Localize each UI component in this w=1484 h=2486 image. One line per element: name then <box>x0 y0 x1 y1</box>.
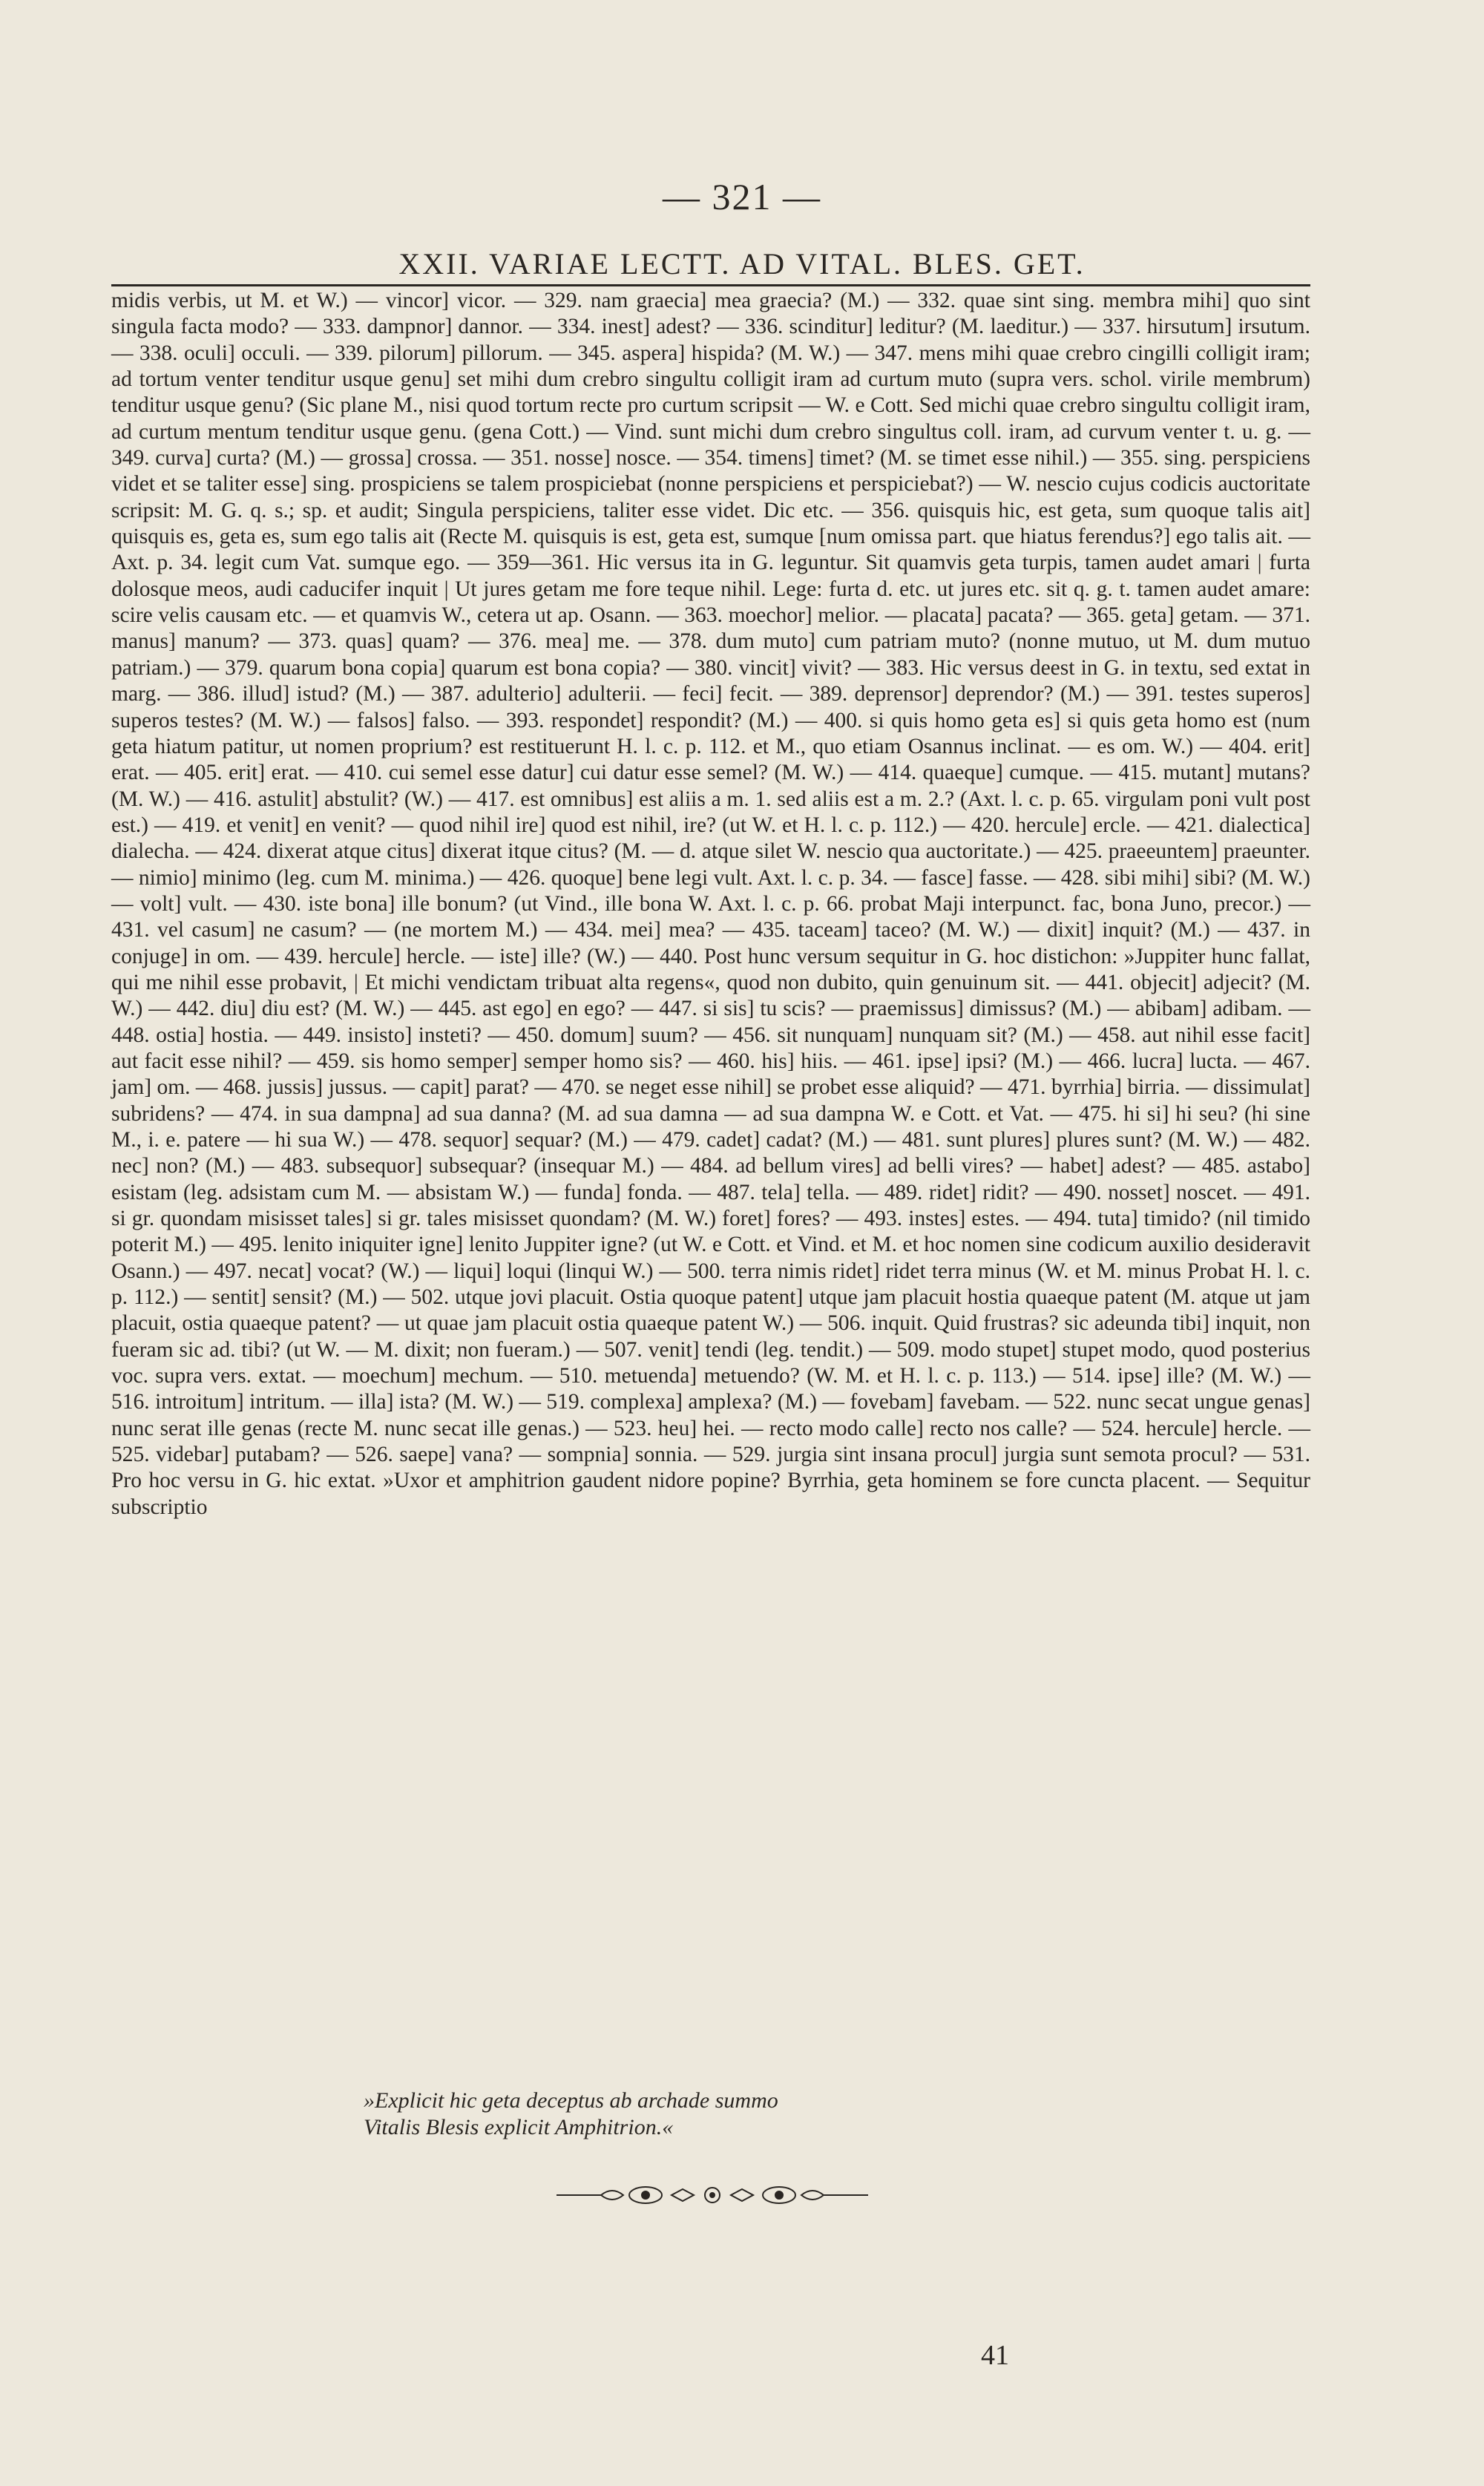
ornament-divider <box>549 2180 876 2210</box>
subscription-line: »Explicit hic geta deceptus ab archade summo <box>364 2088 778 2113</box>
signature-mark: 41 <box>981 2340 1009 2371</box>
subscription-line: Vitalis Blesis explicit Amphitrion.« <box>364 2115 674 2139</box>
apparatus-paragraph: midis verbis, ut M. et W.) — vincor] vicor. — 329. nam graecia] mea graecia? (M.) — 332. quae sint sing. membra mihi] quo sint singula facta modo? — 333. dampnor] dannor. — 334. inest] adest? — 336. scinditur] leditur? (M. laeditur.) — 337. hirsutum] irsutum. — 338. oculi] occuli. — 339. pilorum] pillorum. — 345. aspera] hispida? (M. W.) — 347. mens mihi quae crebro cingilli colligit iram; ad tortum venter tenditur usque genu] set mihi dum crebro singultu colligit iram ad curtum muto (supra vers. schol. virile membrum) tenditur usque genu? (Sic plane M., nisi quod tortum recte pro curtum scripsit — W. e Cott. Sed michi quae crebro singultu colligit iram, ad curtum mentum tenditur usque genu. (gena Cott.) — Vind. sunt michi dum crebro singultus coll. iram, ad curvum venter t. u. g. — 349. curva] curta? (M.) — grossa] crossa. — 351. nosse] nosce. — 354. timens] timet? (M. se timet esse nihil.) — 355. sing. perspiciens videt et se taliter esse] sing. prospiciens se talem prospiciebat (nonne perspiciens et perspiciebat?) — W. nescio cujus codicis auctoritate scripsit: M. G. q. s.; sp. et audit; Singula perspiciens, taliter esse videt. Dic etc. — 356. quisquis hic, est geta, sum quoque talis ait] quisquis es, geta es, sum ego talis ait (Recte M. quisquis is est, geta est, sumque [num omissa part. que hiatus ferendus?] ego talis ait. — Axt. p. 34. legit cum Vat. sumque ego. — 359—361. Hic versus ita in G. leguntur. Sit quamvis geta turpis, tamen audet amari | furta dolosque meos, audi caducifer inquit | Ut jures getam me fore teque nihil. Lege: furta d. etc. ut jures etc. sit q. g. t. tamen audet amare: scire velis causam etc. — et quamvis W., cetera ut ap. Osann. — 363. moechor] melior. — placata] pacata? — 365. geta] getam. — 371. manus] manum? — 373. quas] quam? — 376. mea] me. — 378. dum muto] cum patriam muto? (nonne mutuo, ut M. dum mutuo patriam.) — 379. quarum bona copia] quarum est bona copia? — 380. vincit] vivit? — 383. Hic versus deest in G. in textu, sed extat in marg. — 386. illud] istud? (M.) — 387. adulterio] adulterii. — feci] fecit. — 389. deprensor] deprendor? (M.) — 391. testes superos] superos testes? (M. W.) — falsos] falso. — 393. respondet] respondit? (M.) — 400. si quis homo geta es] si quis geta homo est (num geta hiatum patitur, ut nomen proprium? est restituerunt H. l. c. p. 112. et M., quo etiam Osannus inclinat. — es om. W.) — 404. erit] erat. — 405. erit] erat. — 410. cui semel esse datur] cui datur esse semel? (M. W.) — 414. quaeque] cumque. — 415. mutant] mutans? (M. W.) — 416. astulit] abstulit? (W.) — 417. est omnibus] est aliis a m. 1. sed aliis est a m. 2.? (Axt. l. c. p. 65. virgulam poni vult post est.) — 419. et venit] en venit? — quod nihil ire] quod est nihil, ire? (ut W. et H. l. c. p. 112.) — 420. hercule] ercle. — 421. dialectica] dialecha. — 424. dixerat atque citus] dixerat itque citus? (M. — d. atque silet W. nescio qua auctoritate.) — 425. praeeuntem] praeunter. — nimio] minimo (leg. cum M. minima.) — 426. quoque] bene legi vult. Axt. l. c. p. 34. — fasce] fasse. — 428. sibi mihi] sibi? (M. W.) — volt] vult. — 430. iste bona] ille bonum? (ut Vind., ille bona W. Axt. l. c. p. 66. probat Maji interpunct. fac, bona Juno, precor.) — 431. vel casum] ne casum? — (ne mortem M.) — 434. mei] mea? — 435. taceam] taceo? (M. W.) — dixit] inquit? (M.) — 437. in conjuge] in om. — 439. hercule] hercle. — iste] ille? (W.) — 440. Post hunc versum sequitur in G. hoc distichon: »Juppiter hunc fallat, qui me nihil esse probavit, | Et michi vendictam tribuat alta regens«, quod non dubito, quin genuinum sit. — 441. objecit] adjecit? (M. W.) — 442. diu] diu est? (M. W.) — 445. ast ego] en ego? — 447. si sis] tu scis? — praemissus] dimissus? (M.) — abibam] adibam. — 448. ostia] hostia. — 449. insisto] insteti? — 450. domum] suum? — 456. sit nunquam] nunquam sit? (M.) — 458. aut nihil esse facit] aut facit esse nihil? — 459. sis homo semper] semper homo sis? — 460. his] hiis. — 461. ipse] ipsi? (M.) — 466. lucra] lucta. — 467. jam] om. — 468. jussis] jussus. — capit] parat? — 470. se neget esse nihil] se probet esse aliquid? — 471. byrrhia] birria. — dissimulat] subridens? — 474. in sua dampna] ad sua danna? (M. ad sua damna — ad sua dampna W. e Cott. et Vat. — 475. hi si] hi seu? (hi sine M., i. e. patere — hi sua W.) — 478. sequor] sequar? (M.) — 479. cadet] cadat? (M.) — 481. sunt plures] plures sunt? (M. W.) — 482. nec] non? (M.) — 483. subsequor] subsequar? (insequar M.) — 484. ad bellum vires] ad belli vires? — habet] adest? — 485. astabo] esistam (leg. adsistam cum M. — absistam W.) — funda] fonda. — 487. tela] tella. — 489. ridet] ridit? — 490. nosset] noscet. — 491. si gr. quondam misisset tales] si gr. tales misisset quondam? (M. W.) foret] fores? — 493. instes] estes. — 494. tuta] timido? (nil timido poterit M.) — 495. lenito iniquiter igne] lenito Juppiter igne? (ut W. e Cott. et Vind. et M. et hoc nomen sine codicum auxilio desideravit Osann.) — 497. necat] vocat? (W.) — liqui] loqui (linqui W.) — 500. terra nimis ridet] ridet terra minus (W. et M. minus Probat H. l. c. p. 112.) — sentit] sensit? (M.) — 502. utque jovi placuit. Ostia quoque patent] utque jam placuit hostia quaeque patent (M. atque ut jam placuit, ostia quaeque patent? — ut quae jam placuit ostia quaeque patent W.) — 506. inquit. Quid frustras? sic adeunda tibi] inquit, non fueram sic ad. tibi? (ut W. — M. dixit; non fueram.) — 507. venit] tendi (leg. tendit.) — 509. modo stupet] stupet modo, quod posterius voc. supra vers. extat. — moechum] mechum. — 510. metuenda] metuendo? (W. M. et H. l. c. p. 113.) — 514. ipse] ille? (M. W.) — 516. introitum] intritum. — illa] ista? (M. W.) — 519. complexa] amplexa? (M.) — fovebam] favebam. — 522. nunc secat ungue genas] nunc serat ille genas (recte M. nunc secat ille genas.) — 523. heu] hei. — recto modo calle] recto nos calle? — 524. hercule] hercle. — 525. videbar] putabam? — 526. saepe] vana? — sompnia] sonnia. — 529. jurgia sint insana procul] jurgia sunt semota procul? — 531. Pro hoc versu in G. hic extat. »Uxor et amphitrion gaudent nidore popine? Byrrhia, geta hominem se fore cuncta placent. — Sequitur subscriptio <box>111 289 1310 1519</box>
page-number: — 321 — <box>663 176 821 217</box>
running-head: XXII. VARIAE LECTT. AD VITAL. BLES. GET. <box>398 247 1086 281</box>
apparatus-body <box>111 288 1310 1521</box>
header-rule <box>111 284 1310 286</box>
subscription <box>364 2087 1328 2141</box>
